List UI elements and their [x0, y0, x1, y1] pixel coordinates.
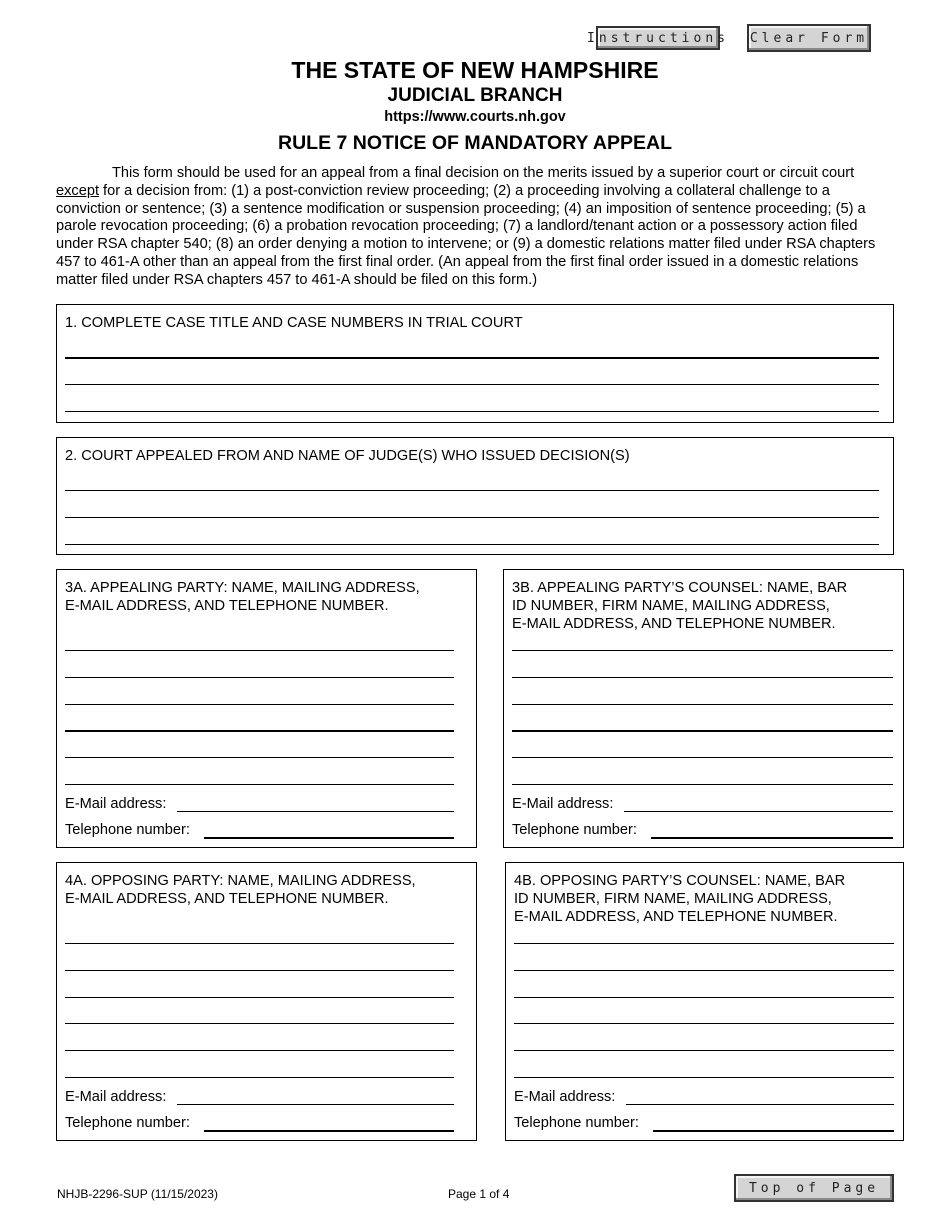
- section-3a-input-line[interactable]: [65, 704, 454, 705]
- section-3b-input-line[interactable]: [512, 677, 893, 678]
- page-number: Page 1 of 4: [448, 1187, 510, 1201]
- section-3a-input-line[interactable]: [65, 784, 454, 785]
- intro-except: except: [56, 182, 99, 199]
- section-1-box: [56, 304, 894, 423]
- section-4b-input-line[interactable]: [514, 970, 894, 971]
- section-4b-input-line[interactable]: [514, 1077, 894, 1078]
- section-4a-title-line: 4A. OPPOSING PARTY: NAME, MAILING ADDRESS,: [65, 873, 416, 889]
- section-4b-title-line: E-MAIL ADDRESS, AND TELEPHONE NUMBER.: [514, 909, 838, 925]
- section-4a-input-line[interactable]: [65, 1050, 454, 1051]
- section-4b-input-line[interactable]: [514, 1050, 894, 1051]
- section-3a-title-line: E-MAIL ADDRESS, AND TELEPHONE NUMBER.: [65, 598, 389, 614]
- section-4b-input-line[interactable]: [514, 943, 894, 944]
- section-4a-input-line[interactable]: [65, 943, 454, 944]
- section-3b-input-line[interactable]: [512, 757, 893, 758]
- section-4a-title: [65, 872, 416, 908]
- section-3b-title-line: E-MAIL ADDRESS, AND TELEPHONE NUMBER.: [512, 616, 836, 632]
- phone-field[interactable]: [653, 1130, 894, 1132]
- phone-label: Telephone number:: [65, 822, 190, 838]
- email-field[interactable]: [624, 811, 893, 812]
- phone-field[interactable]: [651, 837, 893, 839]
- section-3b-input-line[interactable]: [512, 704, 893, 705]
- phone-field[interactable]: [204, 837, 454, 839]
- top-of-page-button[interactable]: Top of Page: [734, 1174, 894, 1202]
- email-label: E-Mail address:: [65, 1089, 167, 1105]
- section-3b-input-line[interactable]: [512, 730, 893, 732]
- phone-label: Telephone number:: [65, 1115, 190, 1131]
- instructions-button[interactable]: Instructions: [596, 26, 720, 50]
- section-2-input-line[interactable]: [65, 517, 879, 518]
- section-3b-input-line[interactable]: [512, 784, 893, 785]
- section-4a-input-line[interactable]: [65, 970, 454, 971]
- branch-heading: JUDICIAL BRANCH: [387, 85, 563, 106]
- section-4b-input-line[interactable]: [514, 997, 894, 998]
- section-4b-input-line[interactable]: [514, 1023, 894, 1024]
- intro-text-1: This form should be used for an appeal from a final decision on the merits issued by a superior court or circuit court: [112, 165, 855, 181]
- section-3a-input-line[interactable]: [65, 757, 454, 758]
- phone-label: Telephone number:: [514, 1115, 639, 1131]
- clear-form-button[interactable]: Clear Form: [747, 24, 871, 52]
- email-label: E-Mail address:: [65, 796, 167, 812]
- email-label: E-Mail address:: [514, 1089, 616, 1105]
- section-3b-box: [503, 569, 904, 848]
- phone-label: Telephone number:: [512, 822, 637, 838]
- section-3b-input-line[interactable]: [512, 650, 893, 651]
- section-1-input-line[interactable]: [65, 384, 879, 385]
- email-field[interactable]: [626, 1104, 894, 1105]
- state-heading: THE STATE OF NEW HAMPSHIRE: [291, 57, 659, 83]
- section-4b-title-line: 4B. OPPOSING PARTY’S COUNSEL: NAME, BAR: [514, 873, 846, 889]
- email-field[interactable]: [177, 1104, 454, 1105]
- section-2-input-line[interactable]: [65, 544, 879, 545]
- intro-paragraph: [56, 165, 896, 290]
- section-4a-input-line[interactable]: [65, 997, 454, 998]
- section-1-input-line[interactable]: [65, 357, 879, 359]
- section-4a-title-line: E-MAIL ADDRESS, AND TELEPHONE NUMBER.: [65, 891, 389, 907]
- email-field[interactable]: [177, 811, 454, 812]
- section-4b-title-line: ID NUMBER, FIRM NAME, MAILING ADDRESS,: [514, 891, 832, 907]
- section-4a-input-line[interactable]: [65, 1023, 454, 1024]
- section-1-title: 1. COMPLETE CASE TITLE AND CASE NUMBERS IN TRIAL COURT: [65, 315, 523, 331]
- section-3b-title-line: ID NUMBER, FIRM NAME, MAILING ADDRESS,: [512, 598, 830, 614]
- phone-field[interactable]: [204, 1130, 454, 1132]
- form-id: NHJB-2296-SUP (11/15/2023): [57, 1187, 218, 1201]
- section-4b-title: [514, 872, 845, 926]
- section-3a-title-line: 3A. APPEALING PARTY: NAME, MAILING ADDRESS,: [65, 580, 420, 596]
- section-1-input-line[interactable]: [65, 411, 879, 412]
- section-3b-title: [512, 579, 847, 633]
- section-3a-input-line[interactable]: [65, 677, 454, 678]
- section-3b-title-line: 3B. APPEALING PARTY’S COUNSEL: NAME, BAR: [512, 580, 848, 596]
- form-title: RULE 7 NOTICE OF MANDATORY APPEAL: [278, 132, 672, 154]
- section-3a-box: [56, 569, 477, 848]
- section-4a-input-line[interactable]: [65, 1077, 454, 1078]
- courts-url: https://www.courts.nh.gov: [384, 109, 566, 125]
- section-2-title: 2. COURT APPEALED FROM AND NAME OF JUDGE(S) WHO ISSUED DECISION(S): [65, 448, 630, 464]
- section-3a-title: [65, 579, 420, 615]
- section-3a-input-line[interactable]: [65, 730, 454, 732]
- section-4a-box: [56, 862, 477, 1141]
- section-2-box: [56, 437, 894, 555]
- intro-text-2: for a decision from: (1) a post-conviction review proceeding; (2) a proceeding involving a collateral challenge to a conviction or sentence; (3) a sentence modification or suspension proceeding; (4) an imposition of sentence proceeding; (5) a parole revocation proceeding; (6) a probation revocation proceeding; (7) a landlord/tenant action or a possessory action filed under RSA chapter 540; (8) an order denying a motion to intervene; or (9) a domestic relations matter filed under RSA chapters 457 to 461-A other than an appeal from the first final order. (An appeal from the first final order issued in a domestic relations matter filed under RSA chapters 457 to 461-A should be filed on this form.): [56, 182, 876, 288]
- section-2-input-line[interactable]: [65, 490, 879, 491]
- email-label: E-Mail address:: [512, 796, 614, 812]
- section-3a-input-line[interactable]: [65, 650, 454, 651]
- section-4b-box: [505, 862, 904, 1141]
